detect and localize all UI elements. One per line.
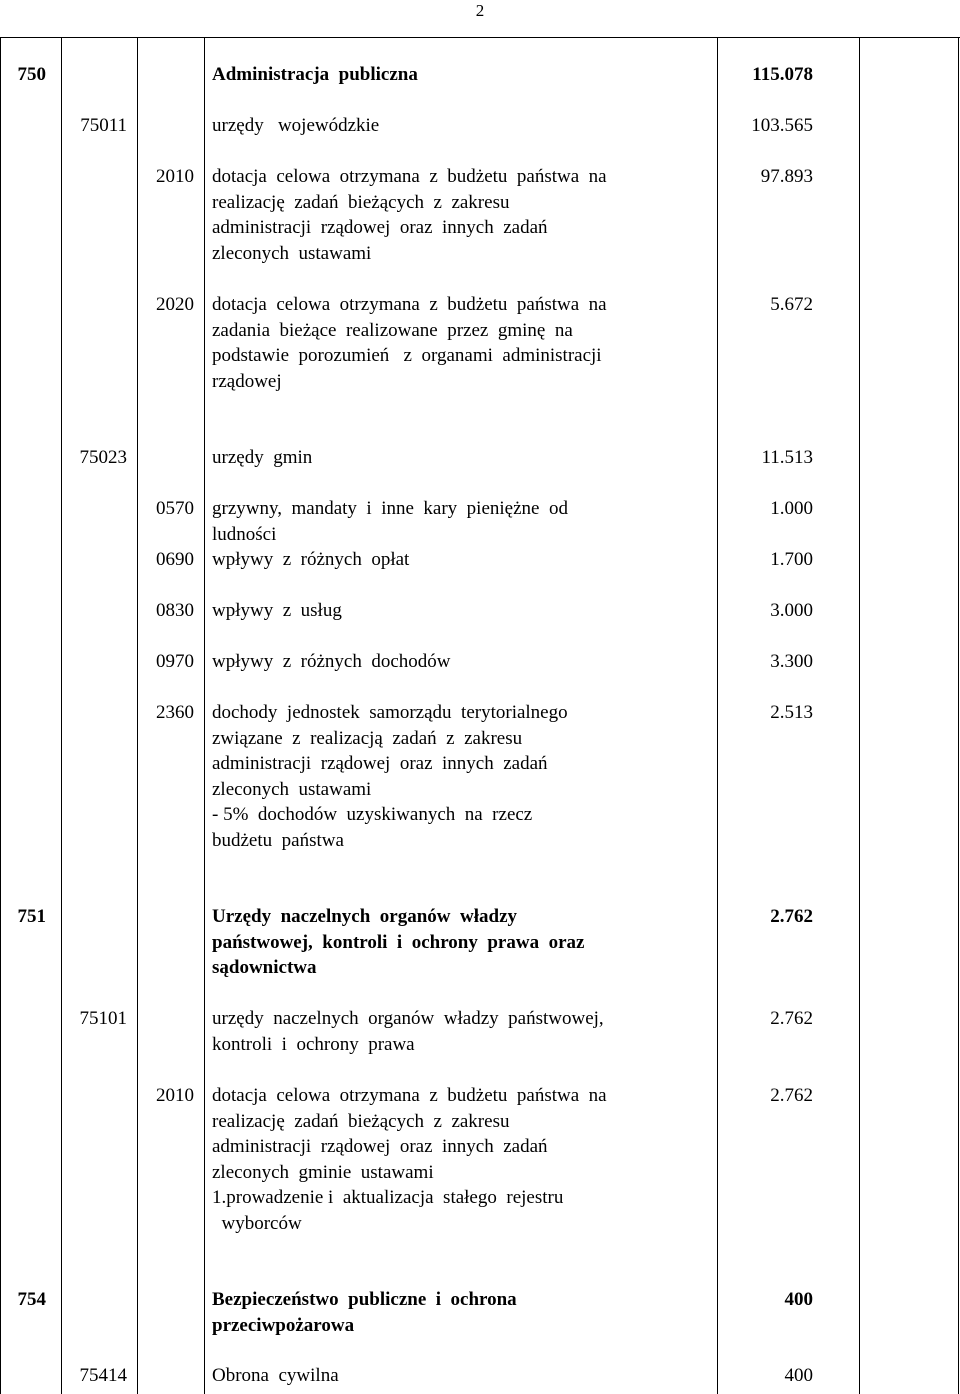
rozdzial-code: 75414 <box>79 1365 127 1386</box>
row-description-line: - 5% dochodów uzyskiwanych na rzecz <box>212 804 533 826</box>
row-description-line: kontroli i ochrony prawa <box>212 1033 415 1055</box>
row-description-line: podstawie porozumień z organami administracji <box>212 345 602 367</box>
row-description-line: realizację zadań bieżących z zakresu <box>212 1110 510 1132</box>
page-number: 2 <box>475 1 485 20</box>
amount: 3.000 <box>770 600 813 621</box>
row-description-line: administracji rządowej oraz innych zadań <box>212 217 548 239</box>
row-description-line: sądownictwa <box>212 957 317 979</box>
row-description-line: wpływy z różnych opłat <box>212 549 410 570</box>
row-description-line: 1.prowadzenie i aktualizacja stałego rejestru <box>212 1187 564 1209</box>
row-description-line: dochody jednostek samorządu terytorialnego <box>212 702 568 723</box>
amount: 1.700 <box>770 549 813 570</box>
amount: 97.893 <box>760 166 813 187</box>
row-description-line: zleconych ustawami <box>212 242 372 264</box>
row-description-line: Bezpieczeństwo publiczne i ochrona <box>212 1289 517 1310</box>
row-description-line: ludności <box>212 523 277 545</box>
row-description-line: zleconych gminie ustawami <box>212 1161 434 1183</box>
row-description-line: rządowej <box>212 370 282 392</box>
amount: 400 <box>784 1289 813 1310</box>
row-description-line: urzędy naczelnych organów władzy państwowej, <box>212 1008 604 1029</box>
amount: 115.078 <box>752 64 813 85</box>
column-divider <box>61 37 62 1394</box>
dzial-code: 750 <box>17 64 46 85</box>
amount: 2.762 <box>770 906 813 927</box>
row-description-line: wyborców <box>212 1213 302 1234</box>
row-description-line: administracji rządowej oraz innych zadań <box>212 753 548 775</box>
row-description-line: Obrona cywilna <box>212 1365 339 1386</box>
paragraf-code: 0570 <box>156 498 194 519</box>
row-description-line: wpływy z różnych dochodów <box>212 651 451 672</box>
row-description-line: przeciwpożarowa <box>212 1314 355 1336</box>
amount: 5.672 <box>770 294 813 315</box>
paragraf-code: 0970 <box>156 651 194 672</box>
amount: 2.762 <box>770 1085 813 1106</box>
row-description-line: budżetu państwa <box>212 830 344 851</box>
amount: 2.513 <box>770 702 813 723</box>
row-description-line: urzędy gmin <box>212 447 313 468</box>
row-description-line: urzędy wojewódzkie <box>212 115 380 136</box>
column-divider <box>958 37 959 1394</box>
paragraf-code: 2010 <box>156 166 194 187</box>
column-divider <box>859 37 860 1394</box>
paragraf-code: 2360 <box>156 702 194 723</box>
rozdzial-code: 75011 <box>80 115 127 136</box>
amount: 1.000 <box>770 498 813 519</box>
row-description-line: realizację zadań bieżących z zakresu <box>212 191 510 213</box>
row-description-line: państwowej, kontroli i ochrony prawa oraz <box>212 931 585 953</box>
paragraf-code: 2020 <box>156 294 194 315</box>
amount: 11.513 <box>761 447 813 468</box>
dzial-code: 754 <box>17 1289 46 1310</box>
amount: 400 <box>784 1365 813 1386</box>
row-description-line: zadania bieżące realizowane przez gminę na <box>212 319 573 341</box>
rozdzial-code: 75023 <box>79 447 127 468</box>
column-divider <box>204 37 205 1394</box>
row-description-line: administracji rządowej oraz innych zadań <box>212 1136 548 1158</box>
row-description-line: Urzędy naczelnych organów władzy <box>212 906 518 927</box>
row-description-line: dotacja celowa otrzymana z budżetu państwa na <box>212 166 607 187</box>
row-description-line: wpływy z usług <box>212 600 342 621</box>
table-top-border <box>0 37 960 38</box>
paragraf-code: 0830 <box>156 600 194 621</box>
column-divider <box>0 37 1 1394</box>
dzial-code: 751 <box>17 906 46 927</box>
row-description-line: Administracja publiczna <box>212 64 418 85</box>
row-description-line: dotacja celowa otrzymana z budżetu państwa na <box>212 1085 607 1106</box>
row-description-line: zleconych ustawami <box>212 778 372 800</box>
amount: 2.762 <box>770 1008 813 1029</box>
amount: 3.300 <box>770 651 813 672</box>
amount: 103.565 <box>751 115 813 136</box>
row-description-line: grzywny, mandaty i inne kary pieniężne od <box>212 498 568 519</box>
rozdzial-code: 75101 <box>79 1008 127 1029</box>
row-description-line: związane z realizacją zadań z zakresu <box>212 727 523 749</box>
paragraf-code: 0690 <box>156 549 194 570</box>
paragraf-code: 2010 <box>156 1085 194 1106</box>
budget-table <box>0 37 960 1394</box>
row-description-line: dotacja celowa otrzymana z budżetu państwa na <box>212 294 607 315</box>
